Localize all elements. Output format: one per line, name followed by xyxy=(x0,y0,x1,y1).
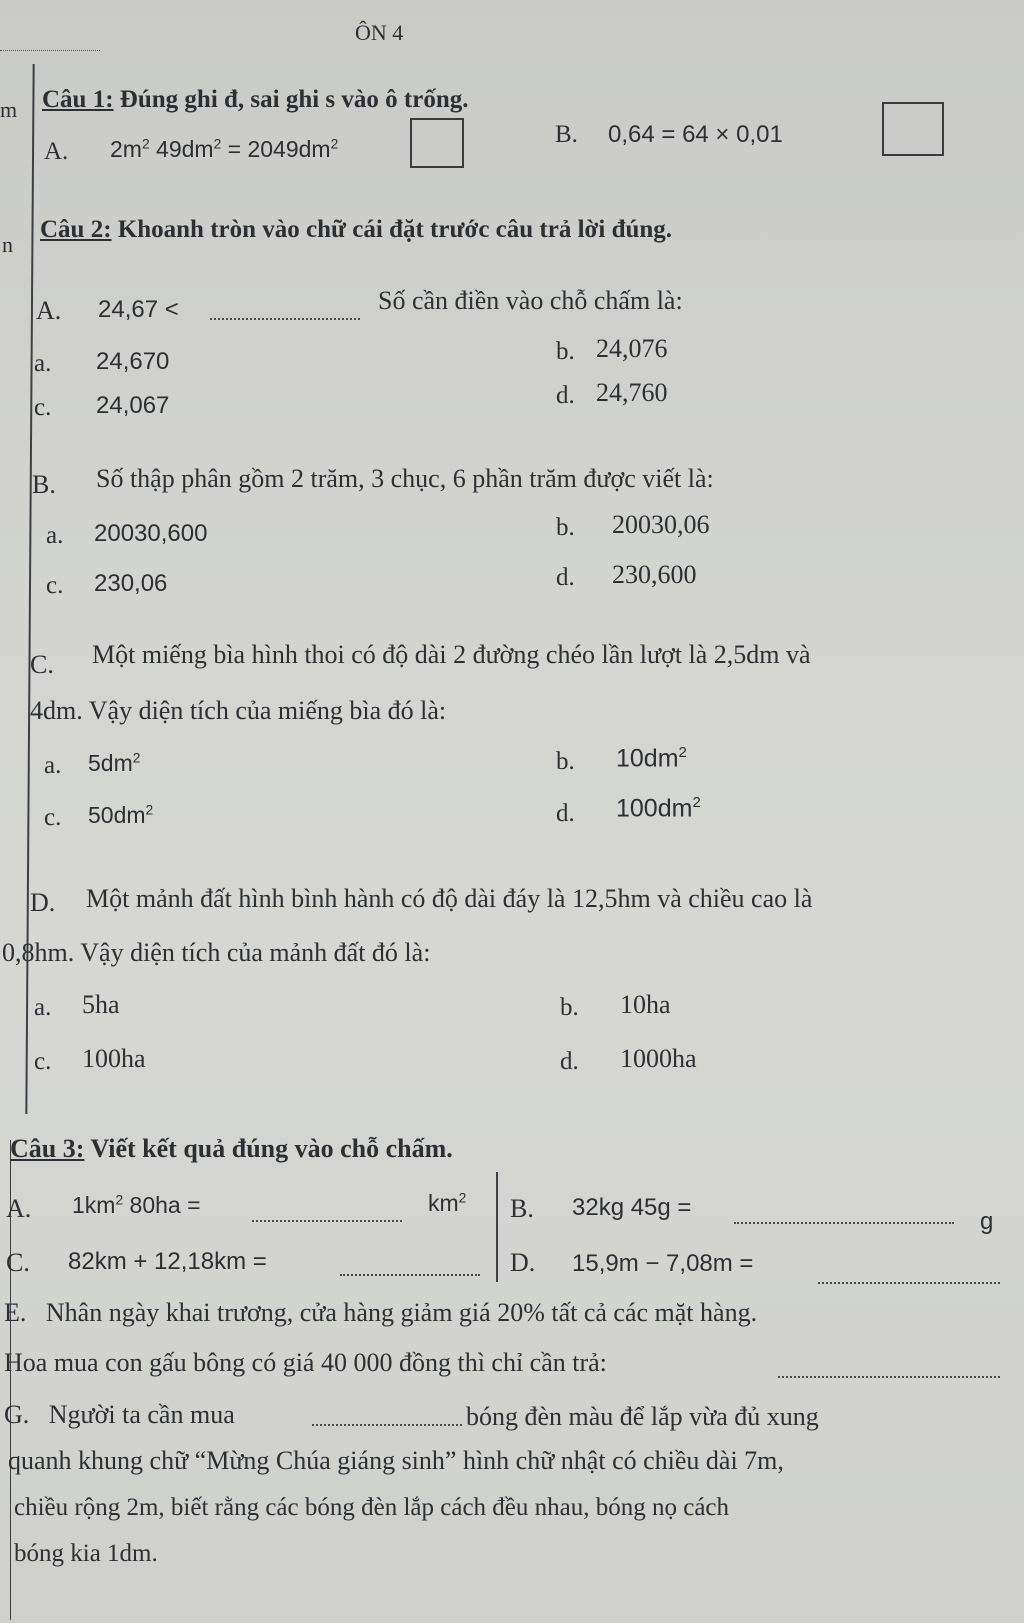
q2-a-opt-b[interactable]: 24,076 xyxy=(596,334,668,363)
q3-e-line-2: Hoa mua con gấu bông có giá 40 000 đồng thì chỉ cần trả: xyxy=(4,1348,607,1377)
q2-d-opt-b[interactable]: 10ha xyxy=(620,990,671,1019)
q3-g-blank[interactable] xyxy=(312,1424,462,1426)
q3-g-line-2: quanh khung chữ “Mừng Chúa giáng sinh” hình chữ nhật có chiều dài 7m, xyxy=(8,1446,784,1475)
q1-a-expr: $2m^2$ $49dm^2 = 2049dm^2$ xyxy=(110,136,339,162)
q2-c-opt-b-label: b. xyxy=(556,748,575,775)
q2-c-opt-a[interactable]: $5dm^2$ xyxy=(88,750,141,776)
q2-a-opt-c[interactable]: 24,067 xyxy=(96,392,170,419)
page-title: ÔN 4 xyxy=(355,20,404,45)
q2-a-tail: Số cần điền vào chỗ chấm là: xyxy=(378,286,683,315)
q3-c-expr: 82km + 12,18km = xyxy=(68,1248,267,1275)
q3-title: Câu 3: xyxy=(10,1134,85,1163)
q2-d-opt-d-label: d. xyxy=(560,1048,579,1075)
q1-instruction: Đúng ghi đ, sai ghi s vào ô trống. xyxy=(119,86,469,113)
q3-a-expr: $1km^2$ 80ha = xyxy=(72,1192,201,1218)
q2-b-opt-c-label: c. xyxy=(46,572,64,599)
q2-c-opt-c-label: c. xyxy=(44,804,62,831)
q1-heading xyxy=(42,86,469,114)
q2-heading xyxy=(40,216,672,244)
q2-d-opt-a-label: a. xyxy=(34,994,52,1021)
margin-mark-1: m xyxy=(0,97,18,122)
q3-d-blank[interactable] xyxy=(818,1282,1000,1284)
q2-a-opt-a[interactable]: 24,670 xyxy=(96,348,170,375)
q2-a-opt-d[interactable]: 24,760 xyxy=(596,378,668,407)
q2-b-label: B. xyxy=(32,470,56,499)
q3-e-line-1: E. Nhân ngày khai trương, cửa hàng giảm giá 20% tất cả các mặt hàng. xyxy=(4,1298,758,1327)
q1-title: Câu 1: xyxy=(42,86,114,113)
q3-e-blank[interactable] xyxy=(778,1376,1000,1378)
header-dotted-rule xyxy=(0,50,100,51)
q3-d-expr: 15,9m − 7,08m = xyxy=(572,1250,754,1277)
q2-c-label: C. xyxy=(30,650,54,679)
q2-c-opt-a-label: a. xyxy=(44,752,62,779)
q2-d-opt-c-label: c. xyxy=(34,1048,52,1075)
q2-d-opt-d[interactable]: 1000ha xyxy=(620,1044,697,1073)
q2-c-opt-d-label: d. xyxy=(556,800,575,827)
q3-c-label: C. xyxy=(6,1248,30,1277)
q2-d-opt-c[interactable]: 100ha xyxy=(82,1044,146,1073)
q2-b-opt-b-label: b. xyxy=(556,514,575,541)
q2-c-opt-d[interactable]: $100dm^2$ xyxy=(616,794,701,823)
q3-c-blank[interactable] xyxy=(340,1274,480,1276)
q2-c-stem-1: Một miếng bìa hình thoi có độ dài 2 đường chéo lần lượt là 2,5dm và xyxy=(92,640,811,669)
q3-b-blank[interactable] xyxy=(734,1222,954,1224)
q2-b-opt-b[interactable]: 20030,06 xyxy=(612,510,710,539)
q1-b-answer-box[interactable] xyxy=(882,102,944,156)
q2-d-opt-a[interactable]: 5ha xyxy=(82,990,120,1019)
q3-instruction: Viết kết quả đúng vào chỗ chấm. xyxy=(90,1134,453,1163)
q2-d-stem-2: 0,8hm. Vậy diện tích của mảnh đất đó là: xyxy=(2,938,431,967)
q2-d-label: D. xyxy=(30,888,56,917)
q3-d-label: D. xyxy=(510,1248,536,1277)
q1-a-answer-box[interactable] xyxy=(410,118,464,168)
q3-g-line-1a: G. Người ta cần mua xyxy=(4,1400,235,1429)
q3-column-divider xyxy=(496,1172,498,1282)
q2-a-label: A. xyxy=(36,296,62,325)
q3-a-unit: $km^2$ xyxy=(428,1190,467,1216)
q2-title: Câu 2: xyxy=(40,216,112,243)
q2-c-opt-c[interactable]: $50dm^2$ xyxy=(88,802,154,828)
q2-c-opt-b[interactable]: $10dm^2$ xyxy=(616,744,687,773)
q3-a-blank[interactable] xyxy=(252,1220,402,1222)
q3-b-label: B. xyxy=(510,1194,534,1223)
q2-instruction: Khoanh tròn vào chữ cái đặt trước câu trả lời đúng. xyxy=(117,216,673,243)
q2-d-stem-1: Một mảnh đất hình bình hành có độ dài đáy là 12,5hm và chiều cao là xyxy=(86,884,813,913)
q3-g-line-3: chiều rộng 2m, biết rằng các bóng đèn lắp cách đều nhau, bóng nọ cách xyxy=(14,1494,730,1521)
q1-b-label: B. xyxy=(555,121,578,148)
q2-d-opt-b-label: b. xyxy=(560,994,579,1021)
q3-b-unit: g xyxy=(980,1208,994,1235)
q2-b-opt-d[interactable]: 230,600 xyxy=(612,560,697,589)
q3-g-line-1b: bóng đèn màu để lắp vừa đủ xung xyxy=(466,1402,819,1431)
q2-b-opt-d-label: d. xyxy=(556,564,575,591)
q2-a-opt-c-label: c. xyxy=(34,394,52,421)
q2-a-opt-b-label: b. xyxy=(556,338,575,365)
q3-b-expr: 32kg 45g = xyxy=(572,1194,692,1221)
q2-a-stem: 24,67 < xyxy=(98,296,179,323)
margin-mark-2: n xyxy=(2,232,13,257)
q2-a-opt-d-label: d. xyxy=(556,382,575,409)
q2-b-opt-a-label: a. xyxy=(46,522,64,549)
q2-c-stem-2: 4dm. Vậy diện tích của miếng bìa đó là: xyxy=(30,696,447,725)
q2-b-opt-a[interactable]: 20030,600 xyxy=(94,520,208,547)
q2-b-opt-c[interactable]: 230,06 xyxy=(94,570,168,597)
q3-heading xyxy=(10,1134,453,1164)
q2-a-opt-a-label: a. xyxy=(34,350,52,377)
q3-a-label: A. xyxy=(6,1194,32,1223)
q2-a-blank[interactable] xyxy=(210,318,360,320)
q3-g-line-4: bóng kia 1dm. xyxy=(14,1540,158,1567)
q2-b-stem: Số thập phân gồm 2 trăm, 3 chục, 6 phần trăm được viết là: xyxy=(96,464,714,493)
q1-a-label: A. xyxy=(44,138,69,165)
q1-b-expr: 0,64 = 64 × 0,01 xyxy=(608,121,783,148)
